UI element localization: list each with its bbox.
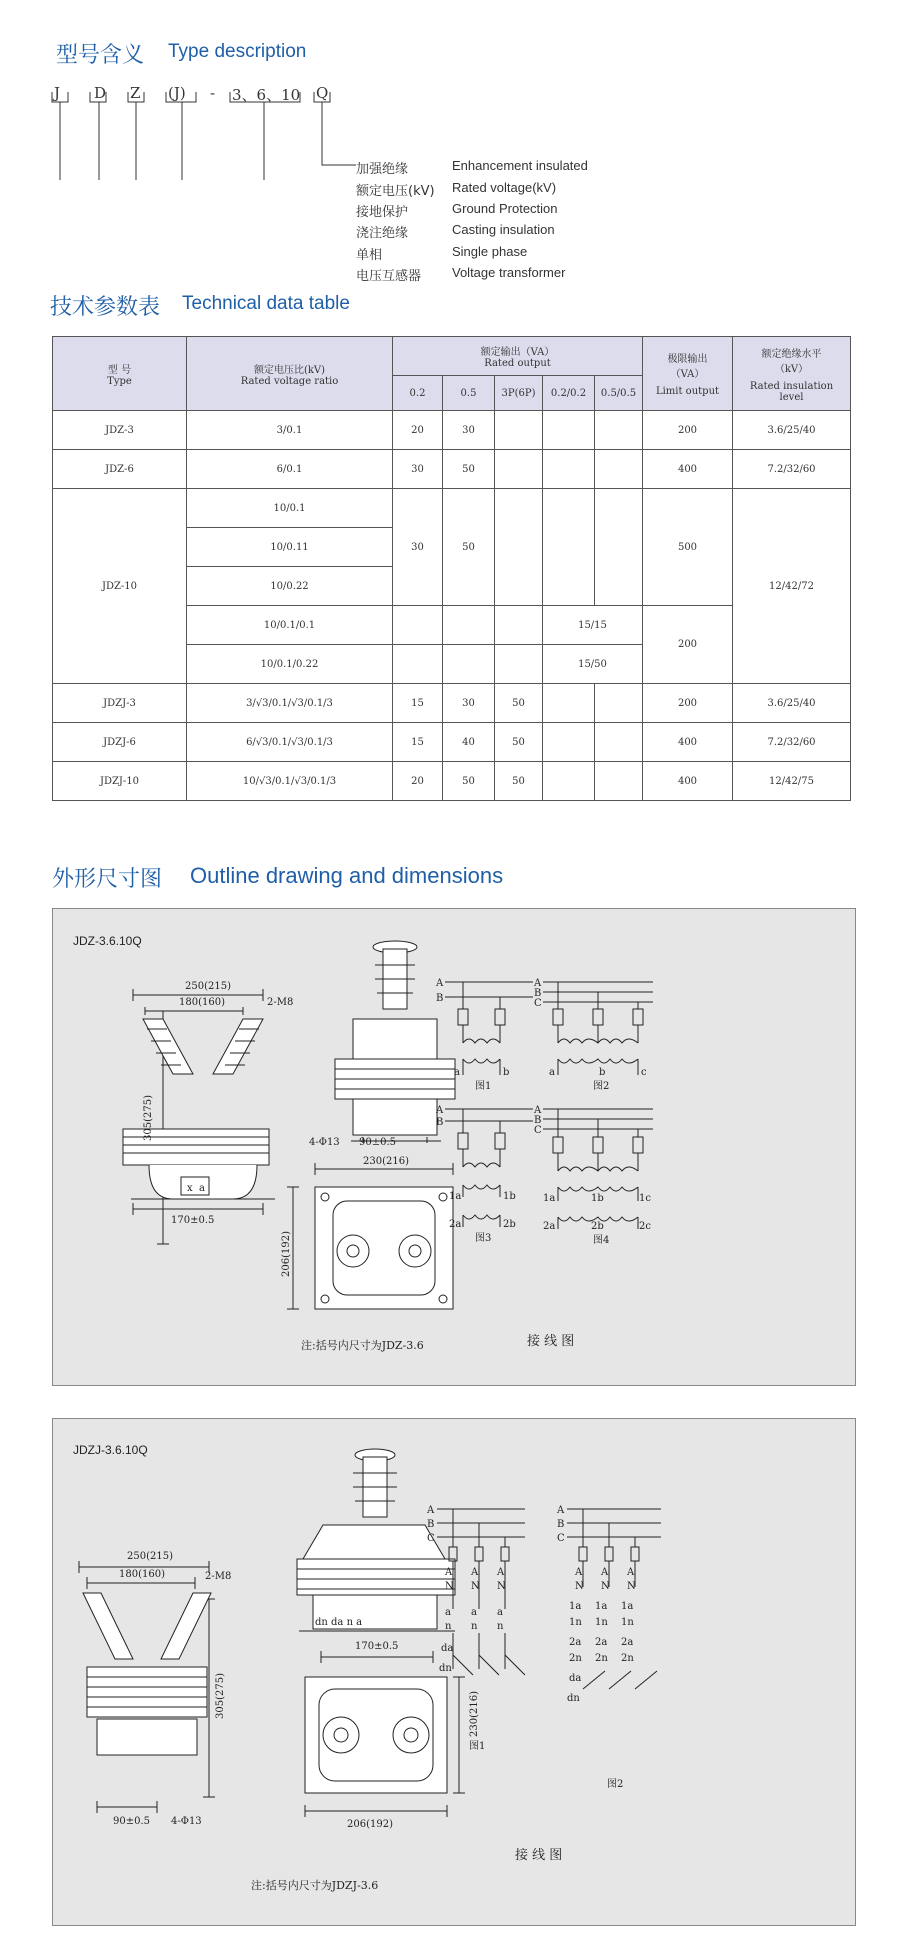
fig4-2b: 2b <box>591 1221 604 1232</box>
jf2-2a-2: 2a <box>595 1637 608 1648</box>
desc-en-vt: Voltage transformer <box>452 265 566 280</box>
code-char-j: J <box>54 84 61 102</box>
dim-230: 230(216) <box>469 1691 480 1737</box>
code-char-groundj: (J) <box>168 84 186 102</box>
fig1-label: 图1 <box>475 1081 492 1092</box>
th-sub-0202: 0.2/0.2 <box>543 376 595 411</box>
table-row: JDZJ-6 6/√3/0.1/√3/0.1/3 15 40 50 400 7.2/32/60 <box>53 723 851 762</box>
code-char-voltage: 3、6、10 <box>232 86 301 104</box>
fig3-2b: 2b <box>503 1219 516 1230</box>
jf2-line-b: B <box>557 1519 565 1530</box>
jf2-n3: N <box>627 1581 636 1592</box>
outline-panel-jdzj <box>52 1418 856 1926</box>
fig4-label: 图4 <box>593 1235 610 1246</box>
fig4-2a: 2a <box>543 1221 556 1232</box>
jf2-a2: A <box>601 1567 609 1578</box>
code-char-z: Z <box>130 84 141 102</box>
fig2-sec-b: b <box>599 1067 606 1078</box>
jf2-da: da <box>569 1673 582 1684</box>
jf2-1a-1: 1a <box>569 1601 582 1612</box>
wiring-fig3 <box>445 1109 533 1227</box>
th-ratio: 额定电压比(kV) Rated voltage ratio <box>187 337 393 411</box>
jf2-2n-2: 2n <box>595 1653 608 1664</box>
desc-en-single: Single phase <box>452 244 528 259</box>
th-type: 型 号 Type <box>53 337 187 411</box>
th-insulation: 额定绝缘水平 （kV） Rated insulation level <box>733 337 851 411</box>
jf2-2a-3: 2a <box>621 1637 634 1648</box>
type-desc-title-cn: 型号含义 <box>56 43 145 68</box>
jf1-n3: N <box>497 1581 506 1592</box>
wiring-fig2 <box>543 982 653 1075</box>
table-row: JDZ-6 6/0.1 30 50 400 7.2/32/60 <box>53 450 851 489</box>
dim-170: 170±0.5 <box>171 1215 215 1226</box>
dim-180: 180(160) <box>179 997 225 1008</box>
wiring-fig1 <box>445 982 533 1075</box>
panel1-wiring: 接 线 图 <box>527 1334 575 1349</box>
fig3-1a: 1a <box>449 1191 462 1202</box>
table-row: 10/0.11 <box>53 528 851 567</box>
table-row: JDZJ-3 3/√3/0.1/√3/0.1/3 15 30 50 200 3.6/25/40 <box>53 684 851 723</box>
th-sub-0505: 0.5/0.5 <box>595 376 643 411</box>
code-char-q: Q <box>316 84 329 102</box>
panel1-note: 注:括号内尺寸为JDZ-3.6 <box>301 1339 424 1352</box>
fig2-sec-a: a <box>549 1067 555 1078</box>
jdzj-fig1-label: 图1 <box>469 1741 486 1752</box>
fig1-sec-b: b <box>503 1067 510 1078</box>
jf2-n1: N <box>575 1581 584 1592</box>
jf2-a1: A <box>575 1567 583 1578</box>
jf2-1a-2: 1a <box>595 1601 608 1612</box>
jf1-sn1: n <box>445 1621 452 1632</box>
table-row: 10/0.1/0.22 15/50 <box>53 645 851 684</box>
jf2-line-a: A <box>557 1505 565 1516</box>
jf1-a2: A <box>471 1567 479 1578</box>
jf1-dn: dn <box>439 1663 452 1674</box>
jf1-a3: A <box>497 1567 505 1578</box>
desc-cn-ground: 接地保护 <box>356 205 409 220</box>
fig2-line-a: A <box>534 978 542 989</box>
dim-13: 4-Φ13 <box>171 1816 202 1827</box>
dim-305: 305(275) <box>143 1095 154 1141</box>
th-output: 额定输出（VA） Rated output <box>393 337 643 376</box>
jdzj-side-view <box>297 1449 455 1663</box>
dim-230: 230(216) <box>363 1156 409 1167</box>
dim-m8: 2-M8 <box>205 1571 232 1582</box>
terminals: dn da n a <box>315 1617 363 1628</box>
jdz-top-view <box>287 1163 453 1309</box>
panel1-drawing <box>53 909 855 1385</box>
th-limit: 极限输出 （VA） Limit output <box>643 337 733 411</box>
desc-en-casting: Casting insulation <box>452 222 555 237</box>
terminal-x: x <box>187 1183 193 1194</box>
fig4-line-b: B <box>534 1115 542 1126</box>
jf2-n2: N <box>601 1581 610 1592</box>
panel2-drawing <box>53 1419 855 1925</box>
fig3-line-b: B <box>436 1117 444 1128</box>
terminal-a: a <box>199 1183 205 1194</box>
jdzj-front-view <box>79 1561 215 1813</box>
desc-cn-single: 单相 <box>356 248 383 263</box>
outline-title-cn: 外形尺寸图 <box>52 867 163 892</box>
desc-cn-enhancement: 加强绝缘 <box>356 162 409 177</box>
fig2-line-b: B <box>534 988 542 999</box>
fig1-line-a: A <box>436 978 444 989</box>
table-row: JDZJ-10 10/√3/0.1/√3/0.1/3 20 50 50 400 12/42/75 <box>53 762 851 801</box>
jf1-sn3: n <box>497 1621 504 1632</box>
type-desc-title-en: Type description <box>168 41 307 62</box>
panel2-title: JDZJ-3.6.10Q <box>73 1443 148 1457</box>
jf1-da: da <box>441 1643 454 1654</box>
jdzj-top-view <box>305 1677 465 1817</box>
type-desc-leader-lines <box>0 0 360 180</box>
jf2-1n-3: 1n <box>621 1617 634 1628</box>
code-char-d: D <box>94 84 107 102</box>
jf1-sa2: a <box>471 1607 477 1618</box>
dim-250: 250(215) <box>127 1551 173 1562</box>
jf1-sn2: n <box>471 1621 478 1632</box>
jf1-line-b: B <box>427 1519 435 1530</box>
th-sub-02: 0.2 <box>393 376 443 411</box>
jf2-dn: dn <box>567 1693 580 1704</box>
jf1-line-c: C <box>427 1533 435 1544</box>
dim-250: 250(215) <box>185 981 231 992</box>
fig1-line-b: B <box>436 993 444 1004</box>
fig3-1b: 1b <box>503 1191 516 1202</box>
jf2-1n-2: 1n <box>595 1617 608 1628</box>
code-char-dash: - <box>210 84 216 102</box>
jf2-line-c: C <box>557 1533 565 1544</box>
fig4-1a: 1a <box>543 1193 556 1204</box>
fig3-line-a: A <box>436 1105 444 1116</box>
fig3-label: 图3 <box>475 1233 492 1244</box>
table-row: 10/0.1/0.1 15/15 200 <box>53 606 851 645</box>
jf1-sa3: a <box>497 1607 503 1618</box>
dim-m8: 2-M8 <box>267 997 294 1008</box>
dim-180: 180(160) <box>119 1569 165 1580</box>
desc-en-enhancement: Enhancement insulated <box>452 158 588 173</box>
fig4-1b: 1b <box>591 1193 604 1204</box>
desc-en-ground: Ground Protection <box>452 201 558 216</box>
desc-cn-vt: 电压互感器 <box>356 269 422 284</box>
fig1-sec-a: a <box>454 1067 460 1078</box>
table-row: 10/0.22 <box>53 567 851 606</box>
desc-cn-casting: 浇注绝缘 <box>356 226 409 241</box>
panel1-title: JDZ-3.6.10Q <box>73 934 142 948</box>
dim-90: 90±0.5 <box>113 1816 151 1827</box>
jf2-1a-3: 1a <box>621 1601 634 1612</box>
fig4-line-a: A <box>534 1105 542 1116</box>
dim-206: 206(192) <box>347 1819 393 1830</box>
fig4-1c: 1c <box>639 1193 651 1204</box>
jf1-sa1: a <box>445 1607 451 1618</box>
fig2-sec-c: c <box>641 1067 647 1078</box>
panel2-note: 注:括号内尺寸为JDZJ-3.6 <box>251 1879 379 1892</box>
fig4-line-c: C <box>534 1125 542 1136</box>
jf1-n1: N <box>445 1581 454 1592</box>
jf2-2a-1: 2a <box>569 1637 582 1648</box>
jf1-a1: A <box>445 1567 453 1578</box>
dim-13: 4-Φ13 <box>309 1137 340 1148</box>
table-row: JDZ-10 10/0.1 30 50 500 12/42/72 <box>53 489 851 528</box>
jdzj-fig2-label: 图2 <box>607 1779 624 1790</box>
dim-206: 206(192) <box>281 1231 292 1277</box>
wiring-fig4 <box>543 1109 653 1229</box>
fig2-label: 图2 <box>593 1081 610 1092</box>
dim-305: 305(275) <box>215 1673 226 1719</box>
jf1-n2: N <box>471 1581 480 1592</box>
jf2-2n-1: 2n <box>569 1653 582 1664</box>
tech-table-title-cn: 技术参数表 <box>50 295 161 320</box>
jf1-line-a: A <box>427 1505 435 1516</box>
tech-data-table <box>52 336 851 801</box>
tech-table-title-en: Technical data table <box>182 293 350 314</box>
desc-en-voltage: Rated voltage(kV) <box>452 180 557 195</box>
jf2-1n-1: 1n <box>569 1617 582 1628</box>
outline-title-en: Outline drawing and dimensions <box>190 863 504 888</box>
outline-panel-jdz <box>52 908 856 1386</box>
th-sub-05: 0.5 <box>443 376 495 411</box>
fig3-2a: 2a <box>449 1219 462 1230</box>
fig4-2c: 2c <box>639 1221 651 1232</box>
table-row: JDZ-3 3/0.1 20 30 200 3.6/25/40 <box>53 411 851 450</box>
jf2-a3: A <box>627 1567 635 1578</box>
desc-cn-voltage: 额定电压(kV) <box>356 184 435 199</box>
fig2-line-c: C <box>534 998 542 1009</box>
jf2-2n-3: 2n <box>621 1653 634 1664</box>
dim-170: 170±0.5 <box>355 1641 399 1652</box>
th-sub-3p: 3P(6P) <box>495 376 543 411</box>
dim-90: 90±0.5 <box>359 1137 397 1148</box>
panel2-wiring: 接 线 图 <box>515 1848 563 1863</box>
